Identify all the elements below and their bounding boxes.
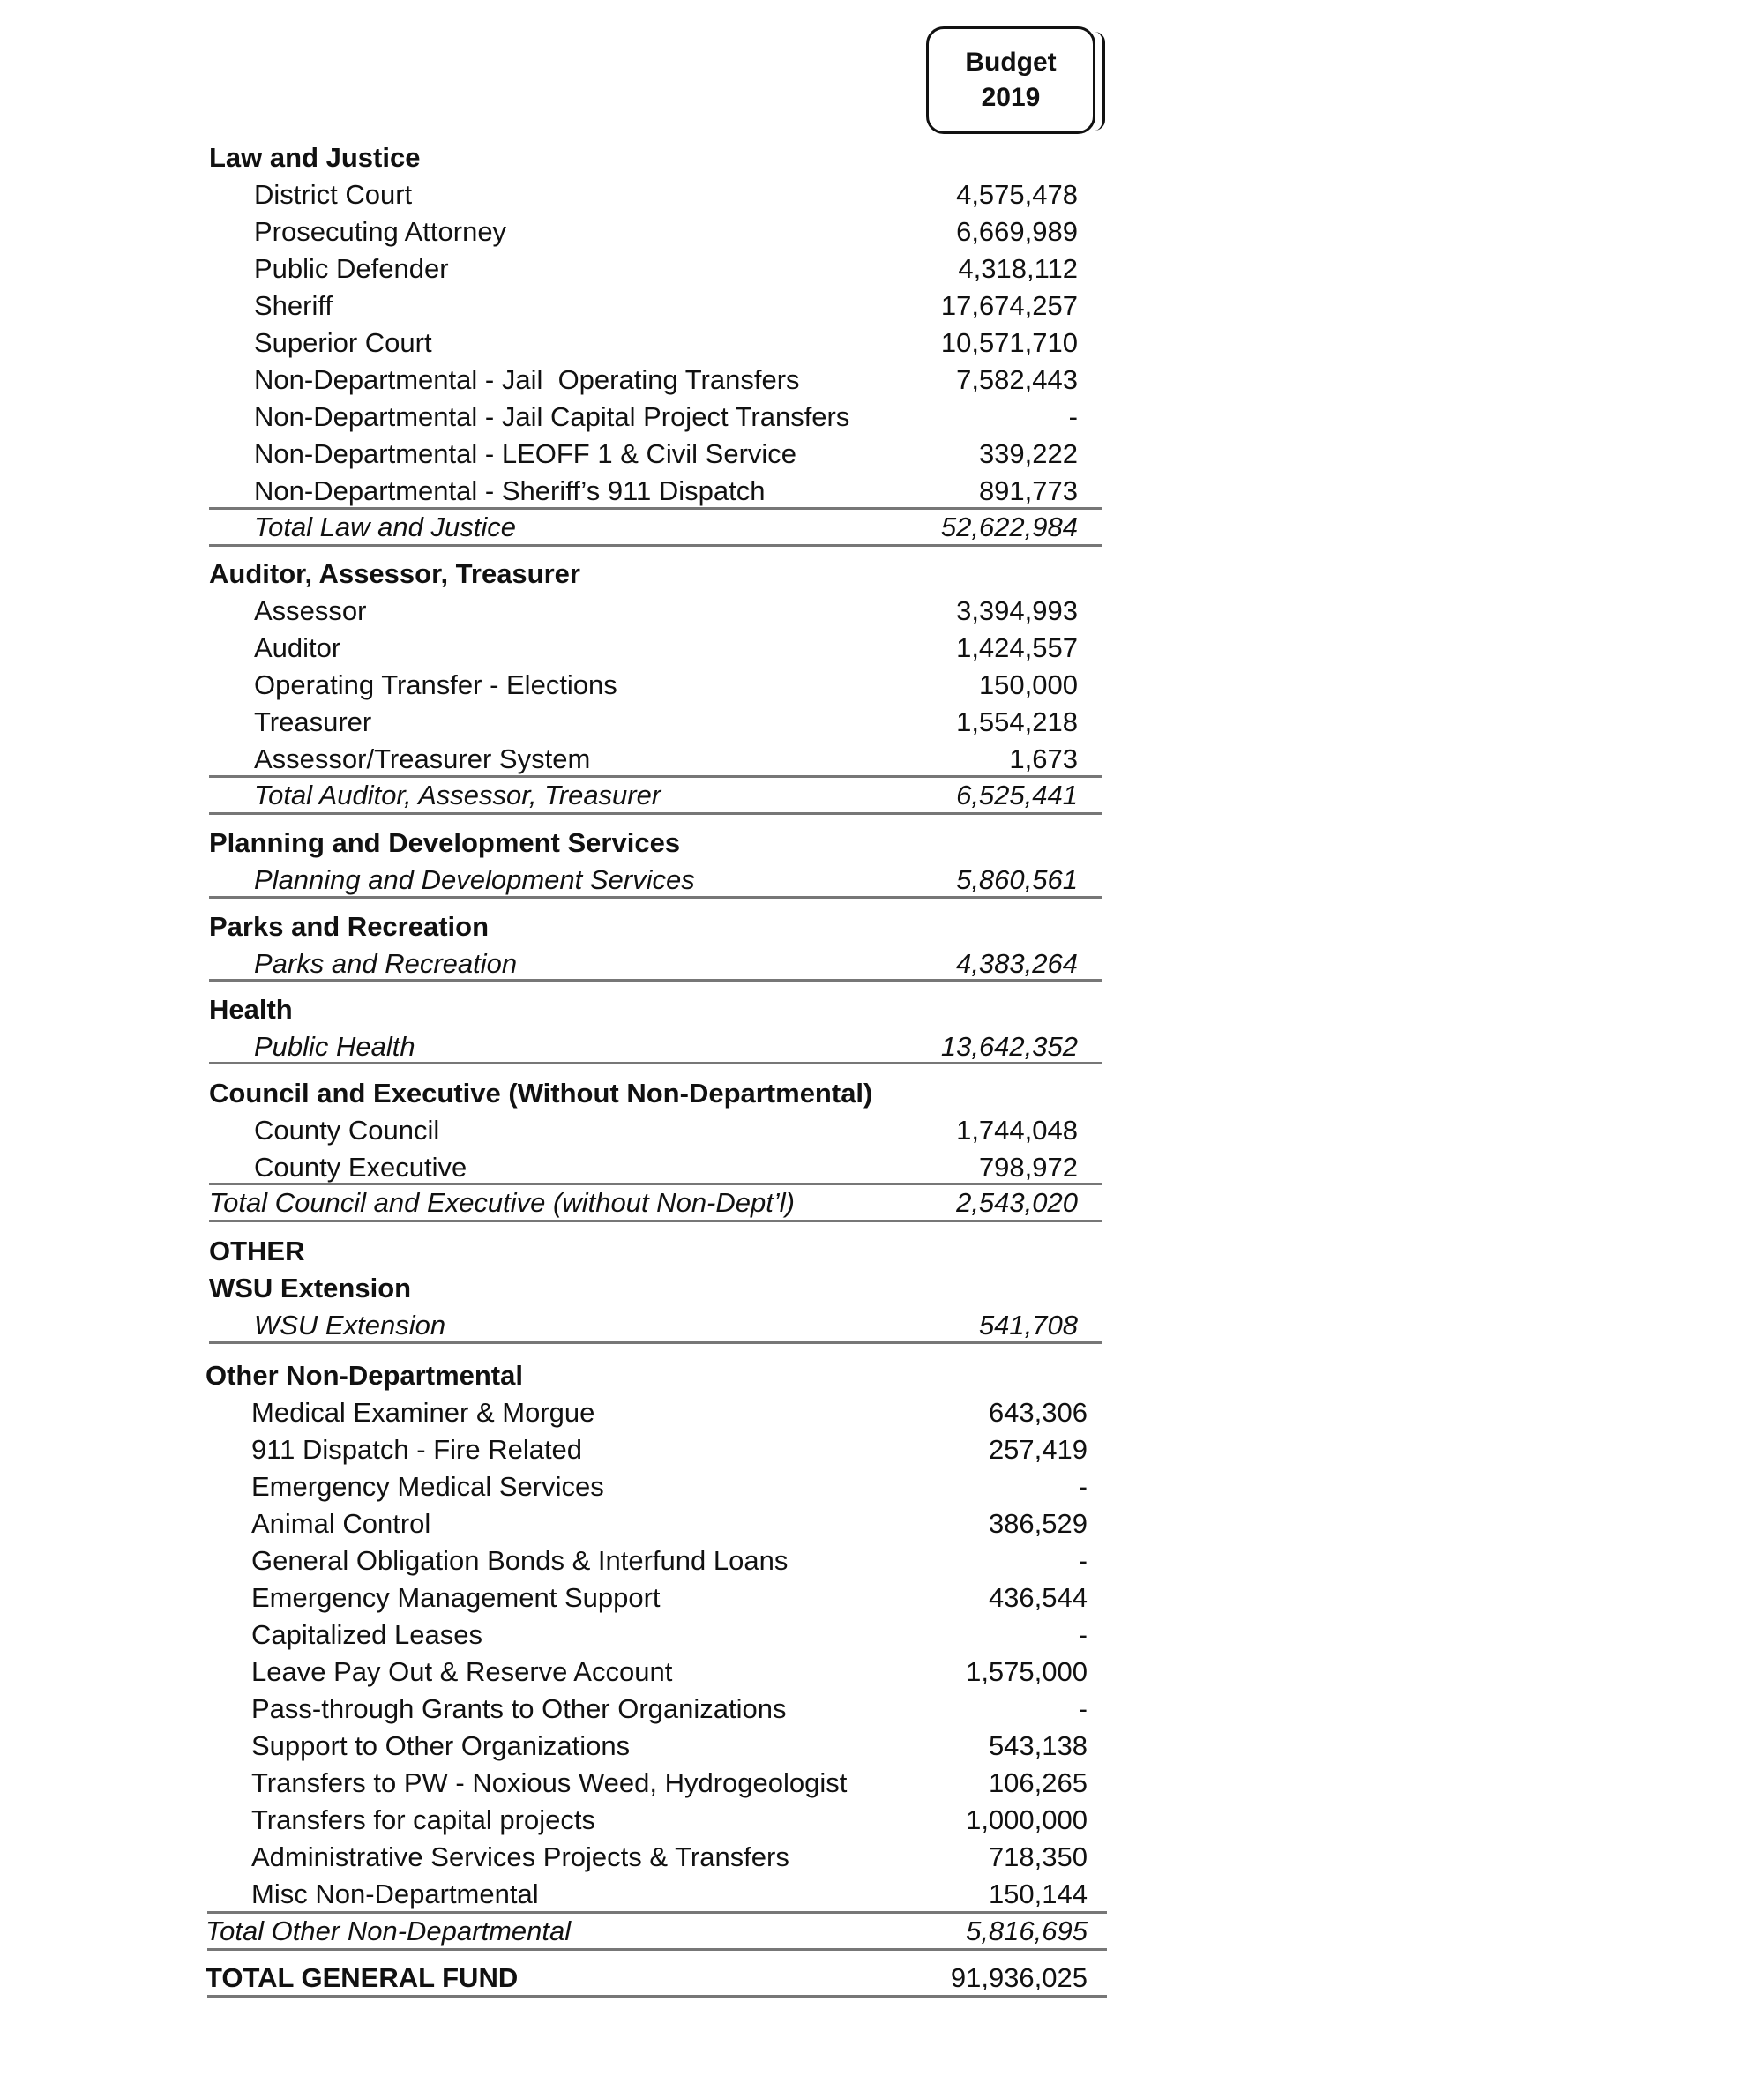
section-title: Council and Executive (Without Non-Departmental): [209, 1078, 873, 1109]
row-value: 1,673: [1009, 743, 1078, 774]
row-label: 911 Dispatch - Fire Related: [251, 1434, 583, 1465]
section-title: Other Non-Departmental: [206, 1360, 523, 1391]
total-label: Public Health: [254, 1031, 415, 1062]
section-header-law-justice: [209, 139, 1102, 176]
total-label: Total Law and Justice: [254, 512, 516, 542]
row-value: 643,306: [988, 1397, 1088, 1428]
row-value: 543,138: [988, 1730, 1088, 1761]
table-row: [209, 325, 1102, 362]
row-label: Misc Non-Departmental: [251, 1878, 539, 1909]
section-title: Law and Justice: [209, 142, 421, 173]
section-title: Parks and Recreation: [209, 911, 490, 942]
row-label: Sheriff: [254, 290, 333, 321]
section-title: Health: [209, 994, 293, 1025]
table-row: [209, 1654, 1107, 1691]
row-value: 798,972: [978, 1152, 1078, 1183]
section-header-health: [209, 991, 1102, 1028]
row-value: -: [1078, 1693, 1088, 1724]
row-value: 150,144: [988, 1878, 1088, 1909]
table-row: [209, 1728, 1107, 1765]
row-value: -: [1078, 1471, 1088, 1502]
divider: [207, 1995, 1107, 1998]
divider: [207, 1948, 1107, 1951]
row-value: 1,554,218: [956, 706, 1078, 737]
table-row: [209, 399, 1102, 436]
row-value: -: [1078, 1545, 1088, 1576]
table-row: [209, 362, 1102, 399]
row-value: 1,424,557: [956, 632, 1078, 663]
section-header-planning: [209, 825, 1102, 862]
table-row: [209, 288, 1102, 325]
total-value: 13,642,352: [940, 1031, 1078, 1062]
table-row: [209, 704, 1102, 741]
row-value: 6,669,989: [956, 216, 1078, 247]
total-value: 2,543,020: [956, 1187, 1078, 1218]
row-label: Administrative Services Projects & Transfers: [251, 1841, 789, 1872]
total-row-law-justice: [209, 509, 1102, 546]
total-value: 52,622,984: [940, 512, 1078, 542]
divider: [209, 1062, 1102, 1064]
table-row: [209, 667, 1102, 704]
row-label: Transfers to PW - Noxious Weed, Hydrogeologist: [251, 1767, 848, 1798]
row-label: Public Defender: [254, 253, 449, 284]
section-header-other: [209, 1233, 1102, 1270]
row-value: 339,222: [978, 438, 1078, 469]
header-line-1: Budget: [965, 48, 1057, 77]
header-box-edge: [1094, 32, 1105, 131]
total-label: Total Auditor, Assessor, Treasurer: [254, 780, 662, 810]
row-label: Assessor: [254, 595, 367, 626]
grand-total-label: TOTAL GENERAL FUND: [206, 1962, 519, 1993]
table-row: [209, 741, 1102, 778]
total-row-other-nondept: [206, 1913, 1103, 1950]
table-row: [209, 1431, 1107, 1468]
row-value: 718,350: [988, 1841, 1088, 1872]
divider: [209, 1220, 1102, 1222]
row-value: 4,575,478: [956, 179, 1078, 210]
total-row-planning: [209, 862, 1102, 899]
row-value: 3,394,993: [956, 595, 1078, 626]
total-value: 5,860,561: [956, 864, 1078, 895]
row-value: 150,000: [978, 669, 1078, 700]
row-label: Emergency Management Support: [251, 1582, 661, 1613]
total-label: Total Council and Executive (without Non-Dept’l): [209, 1187, 795, 1218]
row-value: 7,582,443: [956, 364, 1078, 395]
divider: [209, 544, 1102, 547]
row-value: 106,265: [988, 1767, 1088, 1798]
row-label: Animal Control: [251, 1508, 431, 1539]
row-label: Superior Court: [254, 327, 432, 358]
row-label: Auditor: [254, 632, 341, 663]
table-row: [209, 1802, 1107, 1839]
total-label: WSU Extension: [254, 1310, 446, 1340]
grand-total-row: [206, 1960, 1103, 1997]
table-row: [209, 1149, 1102, 1186]
row-label: Prosecuting Attorney: [254, 216, 507, 247]
divider: [209, 1341, 1102, 1344]
total-row-auditor: [209, 777, 1102, 814]
table-row: [209, 1617, 1107, 1654]
section-header-council: [209, 1075, 1102, 1112]
header-line-2: 2019: [981, 83, 1041, 112]
table-row: [209, 1579, 1107, 1617]
table-row: [209, 1112, 1102, 1149]
row-label: County Council: [254, 1115, 440, 1146]
row-label: County Executive: [254, 1152, 467, 1183]
table-row: [209, 436, 1102, 473]
total-value: 541,708: [978, 1310, 1078, 1340]
total-value: 5,816,695: [966, 1915, 1088, 1946]
row-label: Non-Departmental - Jail Operating Transfers: [254, 364, 800, 395]
total-row-parks: [209, 945, 1102, 982]
row-value: 257,419: [988, 1434, 1088, 1465]
row-label: Non-Departmental - Sheriff’s 911 Dispatch: [254, 475, 766, 506]
row-label: Assessor/Treasurer System: [254, 743, 591, 774]
row-label: Medical Examiner & Morgue: [251, 1397, 595, 1428]
table-row: [209, 1542, 1107, 1579]
total-label: Planning and Development Services: [254, 864, 695, 895]
total-row-wsu: [209, 1307, 1102, 1344]
row-label: Treasurer: [254, 706, 372, 737]
divider: [209, 896, 1102, 899]
total-value: 6,525,441: [956, 780, 1078, 810]
row-label: Non-Departmental - LEOFF 1 & Civil Service: [254, 438, 797, 469]
table-row: [209, 1505, 1107, 1542]
table-row: [209, 473, 1102, 510]
table-row: [209, 1691, 1107, 1728]
table-row: [209, 630, 1102, 667]
divider: [209, 812, 1102, 815]
total-value: 4,383,264: [956, 948, 1078, 979]
row-value: 1,575,000: [966, 1656, 1088, 1687]
total-row-health: [209, 1028, 1102, 1065]
row-value: 891,773: [978, 475, 1078, 506]
row-label: Pass-through Grants to Other Organizations: [251, 1693, 787, 1724]
row-value: 1,744,048: [956, 1115, 1078, 1146]
row-value: 4,318,112: [958, 253, 1078, 284]
divider: [209, 979, 1102, 982]
table-row: [209, 1839, 1107, 1876]
section-header-wsu: [209, 1270, 1102, 1307]
section-title: Auditor, Assessor, Treasurer: [209, 558, 580, 589]
row-label: Operating Transfer - Elections: [254, 669, 617, 700]
total-label: Total Other Non-Departmental: [206, 1915, 572, 1946]
table-row: [209, 1765, 1107, 1802]
row-value: 1,000,000: [966, 1804, 1088, 1835]
total-row-council: [209, 1184, 1102, 1221]
table-row: [209, 176, 1102, 213]
section-header-auditor: [209, 556, 1102, 593]
table-row: [209, 1468, 1107, 1505]
table-row: [209, 250, 1102, 288]
budget-column-header: [926, 26, 1095, 134]
total-label: Parks and Recreation: [254, 948, 518, 979]
table-row: [209, 213, 1102, 250]
section-title: Planning and Development Services: [209, 827, 681, 858]
row-value: -: [1068, 401, 1078, 432]
table-row: [209, 1394, 1107, 1431]
row-label: Transfers for capital projects: [251, 1804, 595, 1835]
section-header-parks: [209, 908, 1102, 945]
table-row: [209, 593, 1102, 630]
row-label: General Obligation Bonds & Interfund Loans: [251, 1545, 789, 1576]
section-title: WSU Extension: [209, 1273, 412, 1303]
row-value: 436,544: [988, 1582, 1088, 1613]
grand-total-value: 91,936,025: [950, 1962, 1088, 1993]
row-label: Emergency Medical Services: [251, 1471, 604, 1502]
table-row: [209, 1876, 1107, 1913]
row-label: Leave Pay Out & Reserve Account: [251, 1656, 673, 1687]
row-value: -: [1078, 1619, 1088, 1650]
row-value: 17,674,257: [940, 290, 1078, 321]
section-title: OTHER: [209, 1236, 305, 1266]
section-header-other-nondept: [206, 1357, 1103, 1394]
row-value: 386,529: [988, 1508, 1088, 1539]
row-label: Support to Other Organizations: [251, 1730, 631, 1761]
row-value: 10,571,710: [940, 327, 1078, 358]
row-label: District Court: [254, 179, 413, 210]
row-label: Non-Departmental - Jail Capital Project Transfers: [254, 401, 850, 432]
row-label: Capitalized Leases: [251, 1619, 482, 1650]
